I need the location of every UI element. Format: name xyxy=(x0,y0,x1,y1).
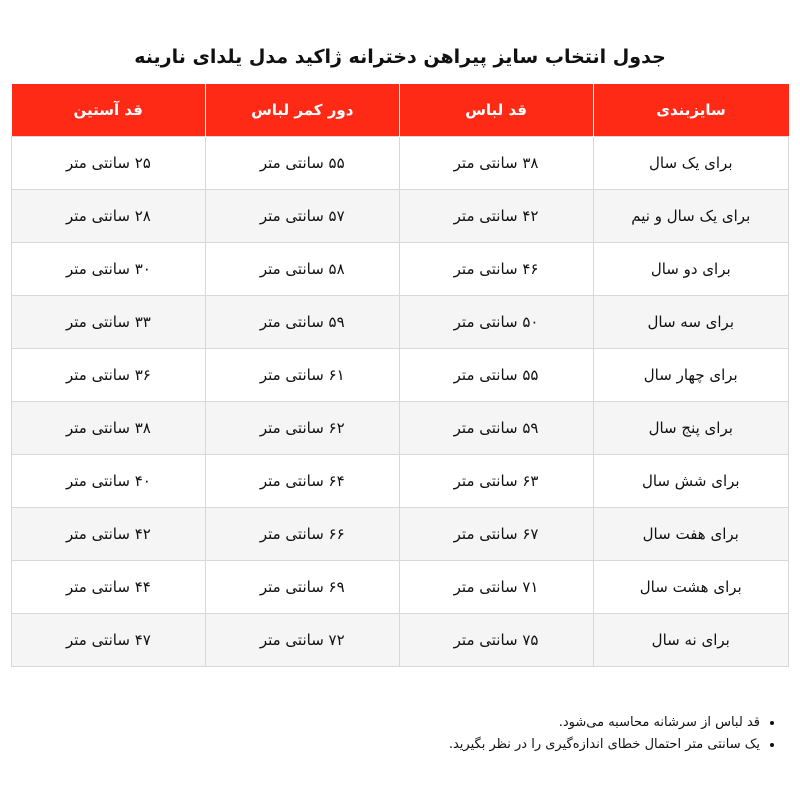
cell-size: برای نه سال xyxy=(593,614,789,667)
cell-waist: ۶۶ سانتی متر xyxy=(205,508,399,561)
table-row xyxy=(12,561,789,614)
cell-waist: ۶۹ سانتی متر xyxy=(205,561,399,614)
cell-sleeve: ۴۴ سانتی متر xyxy=(12,561,206,614)
table-row xyxy=(12,137,789,190)
cell-length: ۶۷ سانتی متر xyxy=(399,508,593,561)
cell-waist: ۵۷ سانتی متر xyxy=(205,190,399,243)
cell-size: برای پنج سال xyxy=(593,402,789,455)
header-length: قد لباس xyxy=(399,84,593,137)
cell-sleeve: ۴۲ سانتی متر xyxy=(12,508,206,561)
cell-sleeve: ۴۰ سانتی متر xyxy=(12,455,206,508)
cell-length: ۵۵ سانتی متر xyxy=(399,349,593,402)
cell-length: ۴۲ سانتی متر xyxy=(399,190,593,243)
table-row xyxy=(12,296,789,349)
cell-length: ۳۸ سانتی متر xyxy=(399,137,593,190)
cell-sleeve: ۴۷ سانتی متر xyxy=(12,614,206,667)
cell-sleeve: ۲۸ سانتی متر xyxy=(12,190,206,243)
cell-size: برای هفت سال xyxy=(593,508,789,561)
cell-waist: ۵۵ سانتی متر xyxy=(205,137,399,190)
cell-size: برای شش سال xyxy=(593,455,789,508)
page-title: جدول انتخاب سایز پیراهن دخترانه ژاکید مدل یلدای نارینه xyxy=(134,46,666,68)
table-row xyxy=(12,402,789,455)
header-size: سایزبندی xyxy=(593,84,789,137)
cell-size: برای هشت سال xyxy=(593,561,789,614)
cell-size: برای سه سال xyxy=(593,296,789,349)
table-row xyxy=(12,508,789,561)
cell-length: ۷۱ سانتی متر xyxy=(399,561,593,614)
cell-size: برای دو سال xyxy=(593,243,789,296)
cell-size: برای یک سال xyxy=(593,137,789,190)
cell-waist: ۶۲ سانتی متر xyxy=(205,402,399,455)
cell-waist: ۶۴ سانتی متر xyxy=(205,455,399,508)
table-row xyxy=(12,190,789,243)
cell-sleeve: ۳۳ سانتی متر xyxy=(12,296,206,349)
table-row xyxy=(12,243,789,296)
cell-sleeve: ۳۶ سانتی متر xyxy=(12,349,206,402)
cell-size: برای چهار سال xyxy=(593,349,789,402)
size-table xyxy=(11,84,789,667)
table-row xyxy=(12,349,789,402)
note-item: • قد لباس از سرشانه محاسبه می‌شود. xyxy=(449,712,760,734)
cell-length: ۵۹ سانتی متر xyxy=(399,402,593,455)
note-item: • یک سانتی متر احتمال خطای اندازه‌گیری را در نظر بگیرید. xyxy=(449,734,760,756)
cell-length: ۷۵ سانتی متر xyxy=(399,614,593,667)
table-row xyxy=(12,614,789,667)
notes-list xyxy=(449,712,778,756)
header-waist: دور کمر لباس xyxy=(205,84,399,137)
cell-waist: ۵۹ سانتی متر xyxy=(205,296,399,349)
cell-length: ۵۰ سانتی متر xyxy=(399,296,593,349)
cell-waist: ۶۱ سانتی متر xyxy=(205,349,399,402)
cell-sleeve: ۳۰ سانتی متر xyxy=(12,243,206,296)
cell-size: برای یک سال و نیم xyxy=(593,190,789,243)
cell-waist: ۵۸ سانتی متر xyxy=(205,243,399,296)
cell-length: ۴۶ سانتی متر xyxy=(399,243,593,296)
cell-length: ۶۳ سانتی متر xyxy=(399,455,593,508)
table-header-row xyxy=(12,84,789,137)
cell-waist: ۷۲ سانتی متر xyxy=(205,614,399,667)
header-sleeve: قد آستین xyxy=(12,84,206,137)
cell-sleeve: ۳۸ سانتی متر xyxy=(12,402,206,455)
cell-sleeve: ۲۵ سانتی متر xyxy=(12,137,206,190)
table-row xyxy=(12,455,789,508)
